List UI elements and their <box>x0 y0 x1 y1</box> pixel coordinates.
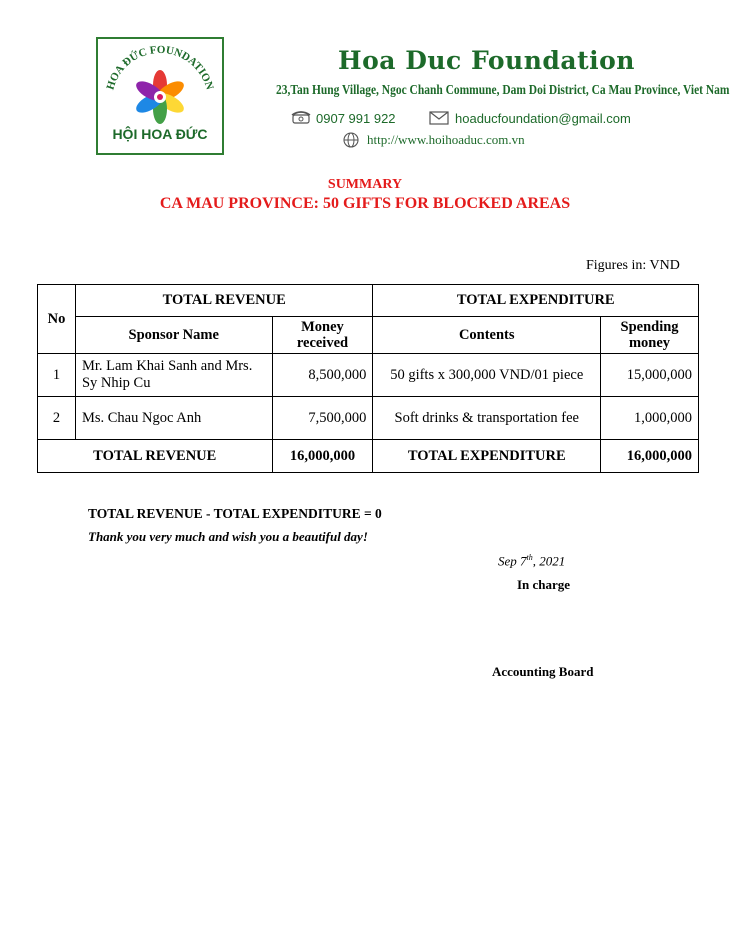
col-contents: Contents <box>373 317 601 354</box>
row-contents: 50 gifts x 300,000 VND/01 piece <box>373 354 601 397</box>
row-spending: 15,000,000 <box>601 354 699 397</box>
logo-bottom-text: HỘI HOA ĐỨC <box>112 126 208 142</box>
col-money-received: Money received <box>272 317 373 354</box>
row-money: 7,500,000 <box>272 397 373 440</box>
header-total-expenditure: TOTAL EXPENDITURE <box>373 285 699 317</box>
summary-table <box>37 284 699 473</box>
figures-unit: Figures in: VND <box>586 258 680 273</box>
thanks-line: Thank you very much and wish you a beautiful day! <box>88 529 368 544</box>
table-row <box>38 354 699 397</box>
table-row <box>38 397 699 440</box>
date-suffix: th <box>526 553 533 562</box>
row-sponsor: Ms. Chau Ngoc Anh <box>75 397 272 440</box>
summary-title: SUMMARY <box>327 177 403 192</box>
org-address: 23,Tan Hung Village, Ngoc Chanh Commune, Dam Doi District, Ca Mau Province, Viet Nam <box>276 83 730 98</box>
foundation-logo <box>96 37 224 155</box>
mail-icon <box>429 111 449 125</box>
row-contents: Soft drinks & transportation fee <box>373 397 601 440</box>
logo-arc-text: HOA ĐỨC FOUNDATION <box>104 43 216 92</box>
balance-line: TOTAL REVENUE - TOTAL EXPENDITURE = 0 <box>88 506 382 521</box>
total-expenditure-label: TOTAL EXPENDITURE <box>373 440 601 473</box>
date-prefix: Sep 7 <box>498 553 527 569</box>
summary-subtitle: CA MAU PROVINCE: 50 GIFTS FOR BLOCKED AREAS <box>159 195 571 212</box>
col-spending-money: Spending money <box>601 317 699 354</box>
in-charge-label: In charge <box>517 577 571 592</box>
row-spending: 1,000,000 <box>601 397 699 440</box>
col-sponsor-name: Sponsor Name <box>75 317 272 354</box>
header-total-revenue: TOTAL REVENUE <box>75 285 372 317</box>
date-line <box>498 553 565 569</box>
totals-row <box>38 440 699 473</box>
row-no: 2 <box>38 397 76 440</box>
row-sponsor: Mr. Lam Khai Sanh and Mrs. Sy Nhip Cu <box>75 354 272 397</box>
total-revenue-value: 16,000,000 <box>272 440 373 473</box>
accounting-board-label: Accounting Board <box>492 664 594 679</box>
globe-icon <box>343 132 359 148</box>
row-no: 1 <box>38 354 76 397</box>
total-expenditure-value: 16,000,000 <box>601 440 699 473</box>
phone-number: 0907 991 922 <box>316 111 396 126</box>
row-money: 8,500,000 <box>272 354 373 397</box>
total-revenue-label: TOTAL REVENUE <box>38 440 273 473</box>
date-year: , 2021 <box>532 553 566 569</box>
phone-icon <box>291 110 311 124</box>
email-address: hoaducfoundation@gmail.com <box>455 111 631 126</box>
header-no: No <box>38 285 76 354</box>
website-link: http://www.hoihoaduc.com.vn <box>367 132 525 147</box>
org-name: Hoa Duc Foundation <box>338 46 635 75</box>
